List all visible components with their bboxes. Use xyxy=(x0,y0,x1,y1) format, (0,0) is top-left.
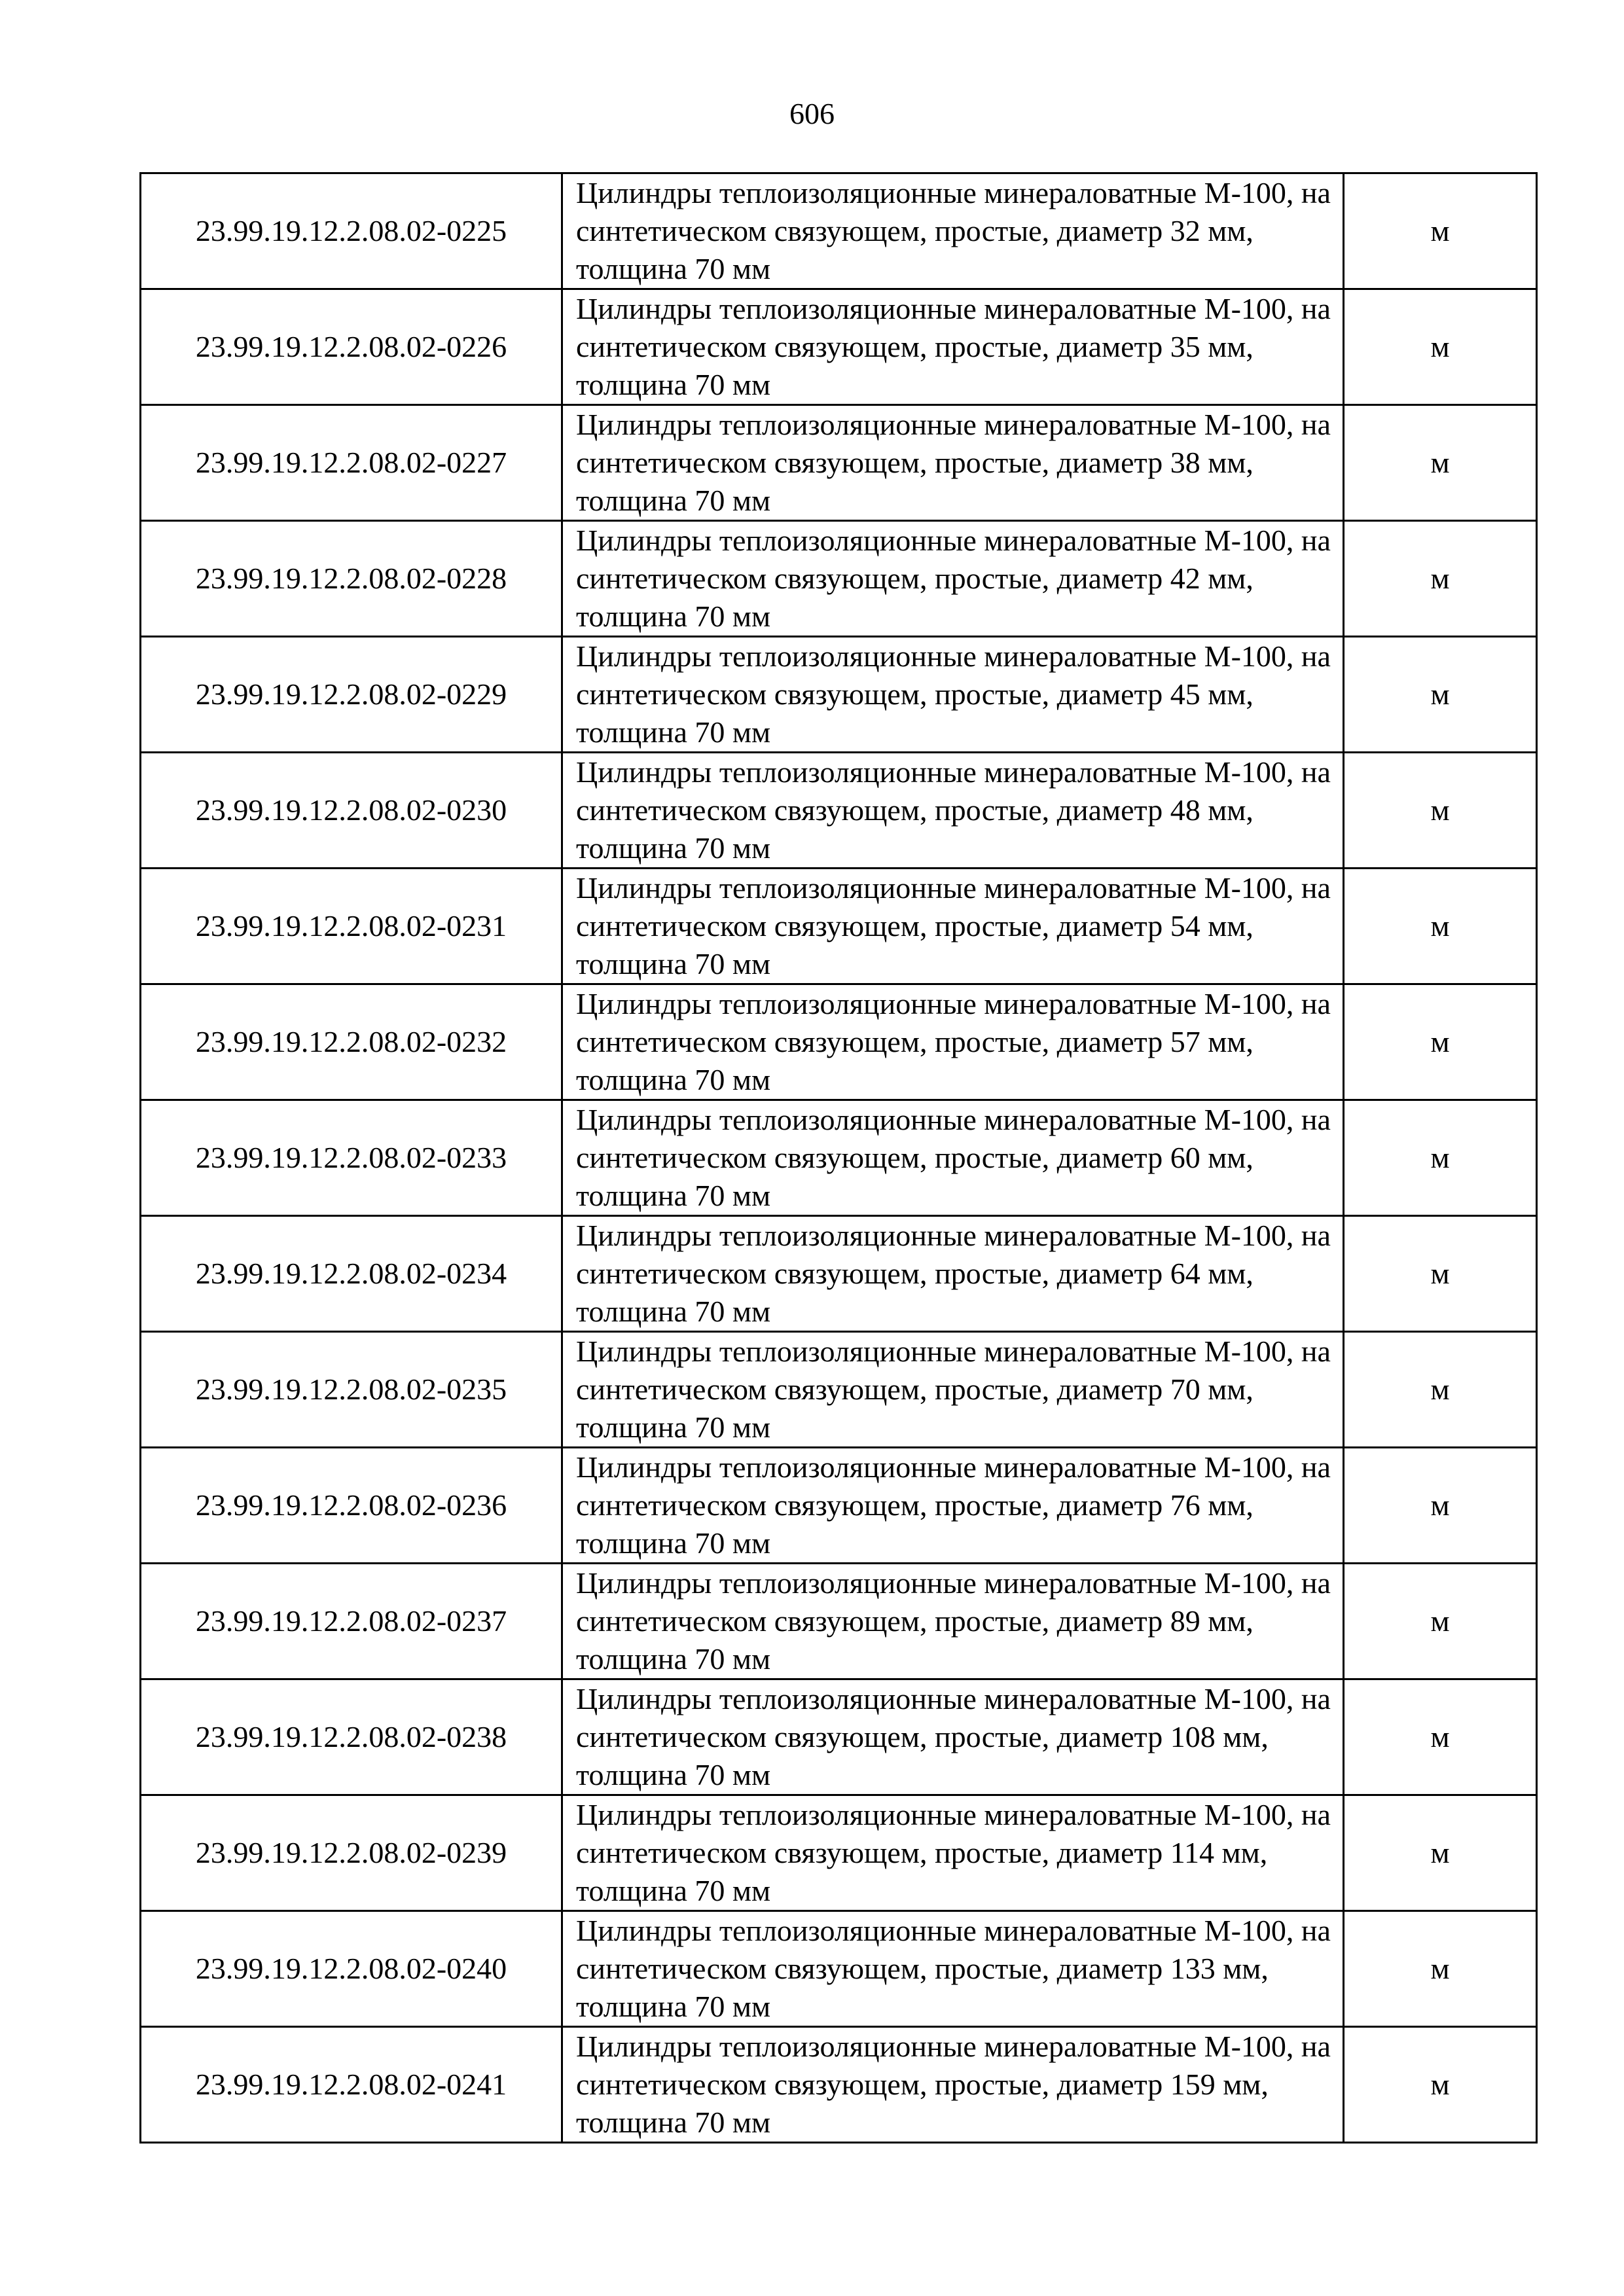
unit-of-measure: м xyxy=(1344,753,1537,869)
unit-of-measure: м xyxy=(1344,869,1537,984)
table-row xyxy=(141,753,1537,869)
unit-of-measure: м xyxy=(1344,637,1537,753)
unit-of-measure: м xyxy=(1344,1795,1537,1911)
unit-of-measure: м xyxy=(1344,1564,1537,1679)
table-row xyxy=(141,1911,1537,2027)
resource-name: Цилиндры теплоизоляционные минераловатные М-100, на синтетическом связующем, простые, диаметр 89 мм, толщина 70 мм xyxy=(562,1564,1344,1679)
resource-name: Цилиндры теплоизоляционные минераловатные М-100, на синтетическом связующем, простые, диаметр 32 мм, толщина 70 мм xyxy=(562,173,1344,289)
resource-code: 23.99.19.12.2.08.02-0228 xyxy=(141,521,562,637)
resource-name: Цилиндры теплоизоляционные минераловатные М-100, на синтетическом связующем, простые, диаметр 64 мм, толщина 70 мм xyxy=(562,1216,1344,1332)
resource-code: 23.99.19.12.2.08.02-0236 xyxy=(141,1448,562,1564)
resource-name: Цилиндры теплоизоляционные минераловатные М-100, на синтетическом связующем, простые, диаметр 35 мм, толщина 70 мм xyxy=(562,289,1344,405)
resource-code: 23.99.19.12.2.08.02-0230 xyxy=(141,753,562,869)
table-row xyxy=(141,173,1537,289)
unit-of-measure: м xyxy=(1344,173,1537,289)
resource-code: 23.99.19.12.2.08.02-0235 xyxy=(141,1332,562,1448)
unit-of-measure: м xyxy=(1344,984,1537,1100)
table-row xyxy=(141,521,1537,637)
unit-of-measure: м xyxy=(1344,405,1537,521)
resource-code: 23.99.19.12.2.08.02-0239 xyxy=(141,1795,562,1911)
table-row xyxy=(141,984,1537,1100)
resource-name: Цилиндры теплоизоляционные минераловатные М-100, на синтетическом связующем, простые, диаметр 108 мм, толщина 70 мм xyxy=(562,1679,1344,1795)
unit-of-measure: м xyxy=(1344,1911,1537,2027)
unit-of-measure: м xyxy=(1344,521,1537,637)
resource-name: Цилиндры теплоизоляционные минераловатные М-100, на синтетическом связующем, простые, диаметр 42 мм, толщина 70 мм xyxy=(562,521,1344,637)
table-row xyxy=(141,1795,1537,1911)
table-row xyxy=(141,405,1537,521)
resource-code: 23.99.19.12.2.08.02-0231 xyxy=(141,869,562,984)
resource-code: 23.99.19.12.2.08.02-0229 xyxy=(141,637,562,753)
unit-of-measure: м xyxy=(1344,1332,1537,1448)
table-row xyxy=(141,637,1537,753)
resource-code: 23.99.19.12.2.08.02-0238 xyxy=(141,1679,562,1795)
resource-name: Цилиндры теплоизоляционные минераловатные М-100, на синтетическом связующем, простые, диаметр 54 мм, толщина 70 мм xyxy=(562,869,1344,984)
table-row xyxy=(141,1564,1537,1679)
table-row xyxy=(141,289,1537,405)
page-number: 606 xyxy=(789,97,835,130)
resource-code: 23.99.19.12.2.08.02-0226 xyxy=(141,289,562,405)
table-row xyxy=(141,2027,1537,2143)
resource-name: Цилиндры теплоизоляционные минераловатные М-100, на синтетическом связующем, простые, диаметр 60 мм, толщина 70 мм xyxy=(562,1100,1344,1216)
unit-of-measure: м xyxy=(1344,2027,1537,2143)
table-row xyxy=(141,1100,1537,1216)
resource-code: 23.99.19.12.2.08.02-0240 xyxy=(141,1911,562,2027)
resource-name: Цилиндры теплоизоляционные минераловатные М-100, на синтетическом связующем, простые, диаметр 76 мм, толщина 70 мм xyxy=(562,1448,1344,1564)
resource-name: Цилиндры теплоизоляционные минераловатные М-100, на синтетическом связующем, простые, диаметр 70 мм, толщина 70 мм xyxy=(562,1332,1344,1448)
resource-name: Цилиндры теплоизоляционные минераловатные М-100, на синтетическом связующем, простые, диаметр 133 мм, толщина 70 мм xyxy=(562,1911,1344,2027)
resource-code: 23.99.19.12.2.08.02-0232 xyxy=(141,984,562,1100)
resource-code: 23.99.19.12.2.08.02-0225 xyxy=(141,173,562,289)
resource-name: Цилиндры теплоизоляционные минераловатные М-100, на синтетическом связующем, простые, диаметр 45 мм, толщина 70 мм xyxy=(562,637,1344,753)
resource-code: 23.99.19.12.2.08.02-0237 xyxy=(141,1564,562,1679)
table-row xyxy=(141,1332,1537,1448)
unit-of-measure: м xyxy=(1344,1100,1537,1216)
table-row xyxy=(141,1679,1537,1795)
resource-name: Цилиндры теплоизоляционные минераловатные М-100, на синтетическом связующем, простые, диаметр 159 мм, толщина 70 мм xyxy=(562,2027,1344,2143)
resource-code: 23.99.19.12.2.08.02-0233 xyxy=(141,1100,562,1216)
materials-table xyxy=(139,172,1538,2144)
resource-code: 23.99.19.12.2.08.02-0234 xyxy=(141,1216,562,1332)
resource-name: Цилиндры теплоизоляционные минераловатные М-100, на синтетическом связующем, простые, диаметр 114 мм, толщина 70 мм xyxy=(562,1795,1344,1911)
unit-of-measure: м xyxy=(1344,1216,1537,1332)
table-row xyxy=(141,869,1537,984)
materials-table-body xyxy=(141,173,1537,2143)
resource-name: Цилиндры теплоизоляционные минераловатные М-100, на синтетическом связующем, простые, диаметр 57 мм, толщина 70 мм xyxy=(562,984,1344,1100)
resource-name: Цилиндры теплоизоляционные минераловатные М-100, на синтетическом связующем, простые, диаметр 38 мм, толщина 70 мм xyxy=(562,405,1344,521)
unit-of-measure: м xyxy=(1344,1448,1537,1564)
unit-of-measure: м xyxy=(1344,289,1537,405)
resource-code: 23.99.19.12.2.08.02-0227 xyxy=(141,405,562,521)
resource-name: Цилиндры теплоизоляционные минераловатные М-100, на синтетическом связующем, простые, диаметр 48 мм, толщина 70 мм xyxy=(562,753,1344,869)
unit-of-measure: м xyxy=(1344,1679,1537,1795)
resource-code: 23.99.19.12.2.08.02-0241 xyxy=(141,2027,562,2143)
table-row xyxy=(141,1448,1537,1564)
table-row xyxy=(141,1216,1537,1332)
